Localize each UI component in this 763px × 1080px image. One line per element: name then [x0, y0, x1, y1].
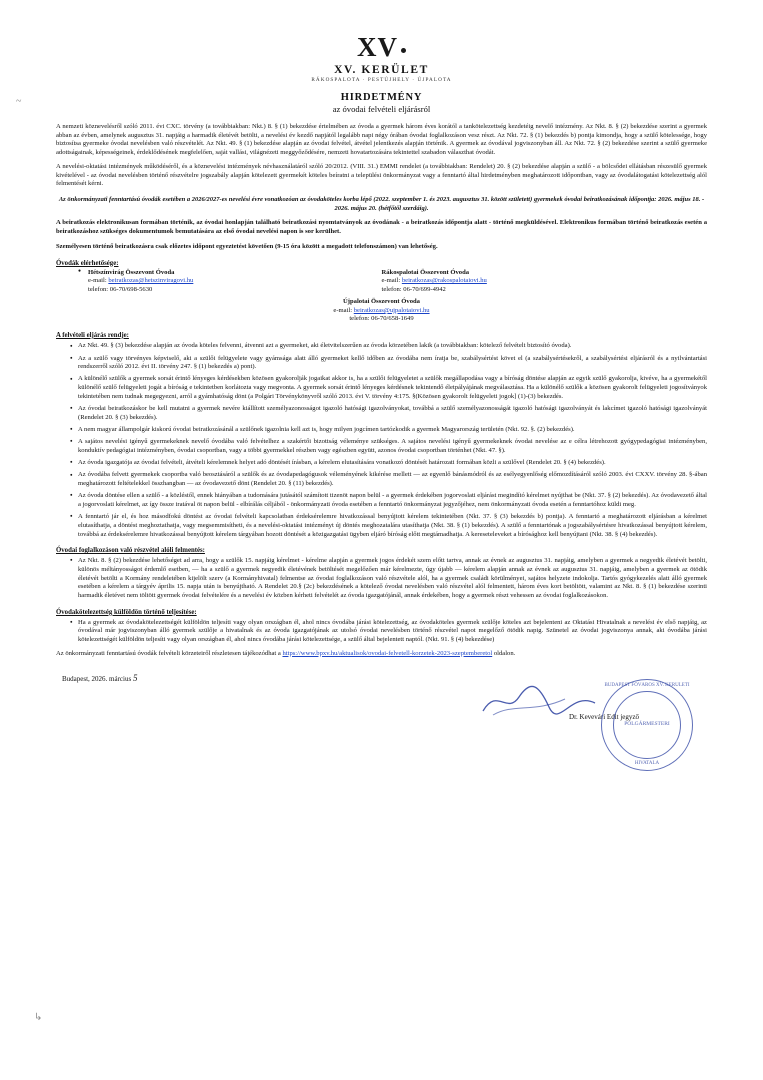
list-item: ● Az óvoda döntése ellen a szülő - a közléstől, ennek hiányában a tudomására jutásától számított tizenöt napon belül - a gyermek érdekében jogorvoslati eljárást megindító kérelmet nyújthat be (Nkt. 37. § (2) bekezdés). Az óvodavezető által a jogorvoslati kérelmet, az így össze iratával öt napon belül - elbírálás céljából - önkormányzati óvoda esetében a fenntartó önkormányzat jegyzőjéhez, nem önkormányzati óvoda esetén a fenntartóhoz küldi meg.	[70, 492, 707, 509]
contact-phone-value: 06-70/698-5630	[109, 285, 153, 293]
contacts-block	[56, 269, 707, 324]
list-item: ● Az óvoda igazgatója az óvodai felvételi, átvételi kérelemnek helyet adó döntését írásban, a kérelem elutasítására vonatkozó döntését határozati formában közli a szülővel (Rendelet 20. § (4) bekezdés).	[70, 459, 707, 468]
scan-edge-mark-top: ~	[16, 96, 22, 107]
list-item: ● A különélő szülők a gyermek sorsát érintő lényeges kérdésekben közösen gyakorolják jogaikat akkor is, ha a szülői felügyeletet a szülők megállapodása vagy a bíróság döntése alapján az egyik szülő gyakorolja, kivéve, ha a gyermekétől különélő szülő felügyeleti jogát a bíróság e tekintetben korlátozta vagy megvonta. A gyermek sorsát érintő lényeges kérdésnek tekintendő életpályájának megválasztása. Ha a különélő szülők a közösen gyakorolt felügyeleti jogosítványok tekintetében nem tudnak megegyezni, arról a gyámhatóság dönt (a Polgári Törvénykönyvről szóló 2013. évi V. törvény 4:175. §(Közösen gyakorolt felügyeleti jogok] (1)-(3) bekezdés.	[70, 375, 707, 401]
contact-phone-line	[382, 286, 708, 295]
contact-email-line	[56, 307, 707, 316]
document-footer	[56, 673, 707, 793]
district-subname: RÁKOSPALOTA · PESTÚJHELY · ÚJPALOTA	[311, 77, 452, 83]
handwritten-day: 5	[132, 672, 138, 683]
logo-dot-icon	[401, 48, 406, 53]
contact-email-line	[382, 277, 708, 286]
contact-email-line	[78, 277, 382, 286]
procedure-heading: A felvételi eljárás rendje:	[56, 331, 129, 339]
place-date-text: Budapest, 2026. március	[62, 674, 132, 683]
contact-phone-value: 06-70/699-4942	[403, 285, 446, 293]
list-item: ● A nem magyar állampolgár kiskorú óvodai beiratkozásánál a szülőnek igazolnia kell azt is, hogy milyen jogcímen tartózkodik a gyermek Magyarország területén (Nkt. 92. §. (2) bekezdés).	[70, 426, 707, 435]
contact-email-link[interactable]: beiratkozas@ujpalotaiovi.hu	[353, 306, 430, 314]
district-logo-icon	[357, 34, 406, 61]
contacts-heading: Óvodák elérhetősége:	[56, 259, 119, 267]
participation-heading: Óvodai foglalkozáson való részvétel alóli felmentés:	[56, 547, 205, 555]
contact-phone-label: telefon:	[349, 315, 370, 323]
official-stamp-icon	[601, 679, 693, 771]
closing-paragraph	[56, 650, 707, 659]
contact-name: Rákospalotai Összevont Óvoda	[381, 268, 470, 276]
contacts-row-1	[56, 269, 707, 295]
closing-text-before: Az önkormányzati fenntartású óvodák felvételi körzeteiről részletesen tájékozódhat a	[56, 649, 283, 657]
contact-card-3	[56, 298, 707, 324]
list-item: ● Az óvodába felvett gyermekek csoportba való beosztásáról a szülők és az óvodapedagógusok véleményének kikérése mellett — az egyenlő bánásmódról és az esélyegyenlőség előmozdításáról szóló 2003. évi CXXV. törvény 28. §-ában meghatározott feltételekkel összhangban — az óvodavezető dönt (Rendelet 20. § (11) bekezdés).	[70, 471, 707, 488]
contact-email-label: e-mail:	[381, 277, 401, 285]
stamp-top-text: BUDAPEST FŐVÁROS XV. KERÜLETI	[604, 682, 690, 688]
contact-name: ● Hétszínvirág Összevont Óvoda	[78, 269, 382, 278]
district-name: XV. KERÜLET	[334, 64, 429, 76]
closing-text-after: oldalon.	[492, 649, 516, 657]
in-person-enrollment-note: Személyesen történő beiratkozásra csak előzetes időpont egyeztetést követően (9-15 óra között a megadott telefonszámon) van lehetőség.	[56, 242, 438, 250]
list-item: ● Ha a gyermek az óvodakötelezettségét külföldön teljesíti vagy olyan országban él, ahol nincs óvodába járási kötelezettség, az óvodaköteles gyermek szülője köteles azt bejelenteni az Oktatási Hivatalnak a nevelési év első napjáig, az óvodával már jogviszonyban álló gyermek szülője a hivatalnak és az óvoda igazgatójának az utolsó óvodai nevelésben történő részvétel napot megelőző ötödik napig. Szünetel az óvodai jogviszonya annak, aki óvodába járási kötelezettségét külföldön teljesíti vagy olyan országban él, ahol nincs óvodába járási kötelezettsége, a szülő által bejelentett naptól. (Nkt. 91. § (4) bekezdése)	[70, 619, 707, 645]
list-item: ● Az Nkt. 8. § (2) bekezdése lehetőséget ad arra, hogy a szülők 15. napjáig kérelmet - kérelme alapján a gyermek jogos érdekét szem előtt tartva, annak az évnek az augusztus 31. napjáig, amelyben a gyermek a negyedik életévét betölti, különös méltányosságot érdemlő esetben, — ha a szülő a gyermek negyedik életévének betöltését megelőzően már kérelmezte, úgy újabb — kérelem alapján annak az évnek az augusztus 31. napjáig, amelyben a gyermek az ötödik életévét betölti a Kormány rendeletében kijelölt szerv (a Kormányhivatal) felmentse az óvodai foglalkozáson való részvétele alól, ha a gyermek családi körülményei, sajátos helyzete indokolja. Tartós gyógykezelés alatt álló gyermek esetében a kérelem a tárgyév április 15. napja után is benyújtható. A Rendelet 20.§ (2c) bekezdésének a kötelező óvodai nevelésben való részvétel alól felmentett, három éves kort betöltött, valamint az Nkt. 8. § (1) bekezdése szerinti harmadik életévet nem töltött gyermek óvodai felvételére és a nevelési év közben kérheti felvételét az óvoda igazgatójánál, annak érdekében, hogy a gyermek részt vehessen az óvodai foglalkozásokon.	[70, 557, 707, 601]
contact-phone-line	[78, 286, 382, 295]
signer-name: Dr. Kevevári Edit jegyző	[569, 712, 639, 721]
contact-email-label: e-mail:	[88, 277, 107, 285]
abroad-list	[56, 619, 707, 645]
list-item: ● Az óvodai beiratkozáskor be kell mutatni a gyermek nevére kiállított személyazonosságot igazoló hatósági igazolványokat, továbbá a szülő személyazonosságát igazoló hatósági igazolványát és lakcímet igazoló hatósági igazolványát (Rendelet 20. § (3) bekezdés).	[70, 405, 707, 422]
contact-phone-line	[56, 315, 707, 324]
scan-edge-mark-bottom: ↳	[34, 1012, 43, 1023]
enrollment-dates-highlight: Az önkormányzati fenntartású óvodák esetében a 2026/2027-es nevelési évre vonatkozóan az óvodaköteles korba lépő (2022. szeptember 1. és 2023. augusztus 31. között született) gyermekek óvodai beiratkozásának időpontja: 2026. május 18. - 2026. május 20. (hétfőtől szerdáig).	[58, 195, 705, 212]
page-title: HIRDETMÉNY	[340, 92, 423, 103]
contact-phone-value: 06-70/658-1649	[371, 315, 414, 323]
list-item: ● Az a szülő vagy törvényes képviselő, aki a szülői felügyelete vagy gyámsága alatt álló gyermeket kellő időben az óvodába nem íratja be, szabálysértést követ el (a szabálysértésekről, a szabálysértési eljárásról és a nyilvántartási rendszerről szóló 2012. évi II. törvény 247. § (1) bekezdés a) pont).	[70, 355, 707, 372]
procedure-list	[56, 342, 707, 539]
stamp-text	[601, 679, 693, 771]
contact-phone-label: telefon:	[381, 285, 402, 293]
stamp-middle-text: POLGÁRMESTERI	[624, 720, 670, 727]
contact-name: Újpalotai Összevont Óvoda	[343, 298, 420, 306]
place-and-date	[62, 673, 137, 683]
intro-paragraph-2: A nevelési-oktatási intézmények működéséről, és a köznevelési intézmények névhasználatáról szóló 20/2012. (VIII. 31.) EMMI rendelet (a továbbiakban: Rendelet) 20. § (2) bekezdése alapján a szülő - a bölcsődei ellátásban részesülő gyermek kivételével - az óvodai nevelésben történő részvételre jogszabály alapján kötelezett gyermekét köteles beíratni a települési önkormányzat vagy a fenntartó által hirdetményben meghatározott időpontban, vagy az óvodalátogatási kötelezettség alól felmentését kérni.	[56, 162, 707, 188]
contact-email-link[interactable]: beiratkozas@rakospalotaiovi.hu	[401, 277, 487, 285]
contact-card-1	[56, 269, 382, 295]
contact-email-label: e-mail:	[333, 306, 353, 314]
contact-email-link[interactable]: beiratkozas@hetszinviragovi.hu	[108, 277, 194, 285]
district-zones-link[interactable]: https://www.bpxv.hu/aktualisok/ovodai-felvetell-korzetek-2023-szeptemberetol	[282, 649, 493, 657]
logo-mark-text: XV	[357, 32, 398, 62]
list-item: ● A sajátos nevelési igényű gyermekeknek nevelő óvodába való felvételhez a szakértői bizottság véleménye szükséges. A sajátos nevelési igényű gyermekeknek óvodai nevelése az e célra létrehozott gyógypedagógiai intézményben, konduktív pedagógiai intézményben, óvodai csoportban, vagy a többi gyermekkel részben vagy egészben együtt, azonos óvodai csoportban történhet (Nkt. 47. §).	[70, 438, 707, 455]
stamp-bottom-text: HIVATALA	[634, 760, 660, 766]
list-item: ● A fenntartó jár el, és hoz másodfokú döntést az óvodai felvételi kapcsolatban érdeksérelemre hivatkozással benyújtott kérelem tekintetében (Nkt. 37. § (3) bekezdés b) pontja). A fenntartó a meghatározott eljárásban a kérelmet elutasíthatja, a döntést meghoztathatja, vagy megsemmisítheti, és a nevelési-oktatási intézményt új döntés meghozatalára utasíthatja (Nkt. 38. § (1) bekezdés). A szülő a fenntartónak a jogszabálysértésre hivatkozással benyújtott kérelem, továbbá az érdeksérelemre hivatkozással benyújtott kérelem tárgyában hozott döntését a közigazgatási ügyben eljáró bíróság előtt megtámadhatja. A kereseteleveket a bírósághoz kell benyújtani (Nkt. 38. § (4) bekezdés).	[70, 513, 707, 539]
contact-phone-label: telefon:	[88, 285, 109, 293]
list-item: ● Az Nkt. 49. § (3) bekezdése alapján az óvoda köteles felvenni, átvenni azt a gyermeket, aki életvitelszerűen az óvoda körzetében lakik (a továbbiakban: kötelező felvételt biztosító óvoda).	[70, 342, 707, 351]
participation-list	[56, 557, 707, 601]
page-subtitle: az óvodai felvételi eljárásról	[332, 104, 431, 114]
contact-card-2	[382, 269, 708, 295]
abroad-heading: Óvodakötelezettség külföldön történő teljesítése:	[56, 608, 197, 616]
electronic-enrollment-note: A beiratkozás elektronikusan formában történik, az óvodai honlapján található beiratkozási nyomtatványok az óvodának - a beiratkozás időpontja alatt - történő megküldésével. Elektronikus formában történő beiratkozás esetén a beiratkozáshoz szükséges dokumentumok bemutatására az első óvodai nevelési napon is sor kerülhet.	[56, 219, 707, 235]
intro-paragraph-1: A nemzeti köznevelésről szóló 2011. évi CXC. törvény (a továbbiakban: Nkt.) 8. § (1) bekezdése értelmében az óvoda a gyermek három éves korától a tankötelezettség kezdetéig nevelő intézmény. Az Nkt. 8. § (2) bekezdése szerint a gyermek abban az évben, amelynek augusztus 31. napjáig a harmadik életévét betölti, a nevelési év kezdő napjától legalább napi négy órában óvodai foglalkozáson vesz részt. Az Nkt. 72. § (1) bekezdés b) pontja kimondja, hogy a szülő kötelessége, hogy biztosítsa gyermeke óvodai nevelésben való részvételét. Az Nkt. 49. § (1) bekezdése alapján az óvodai felvétel, átvétel jelentkezés alapján történik. A gyermek az óvodával jogviszonyban áll. Az Nkt. 72. § (2) bekezdése szerint a szülő gyermeke adottságainak, képességeinek, érdeklődésének megfelelően, saját vallási, világnézeti meggyőződésére, nemzeti hovatartozására tekintettel szabadon választhat óvodát.	[56, 123, 707, 157]
contacts-row-2	[56, 298, 707, 324]
logo-block	[56, 34, 707, 83]
